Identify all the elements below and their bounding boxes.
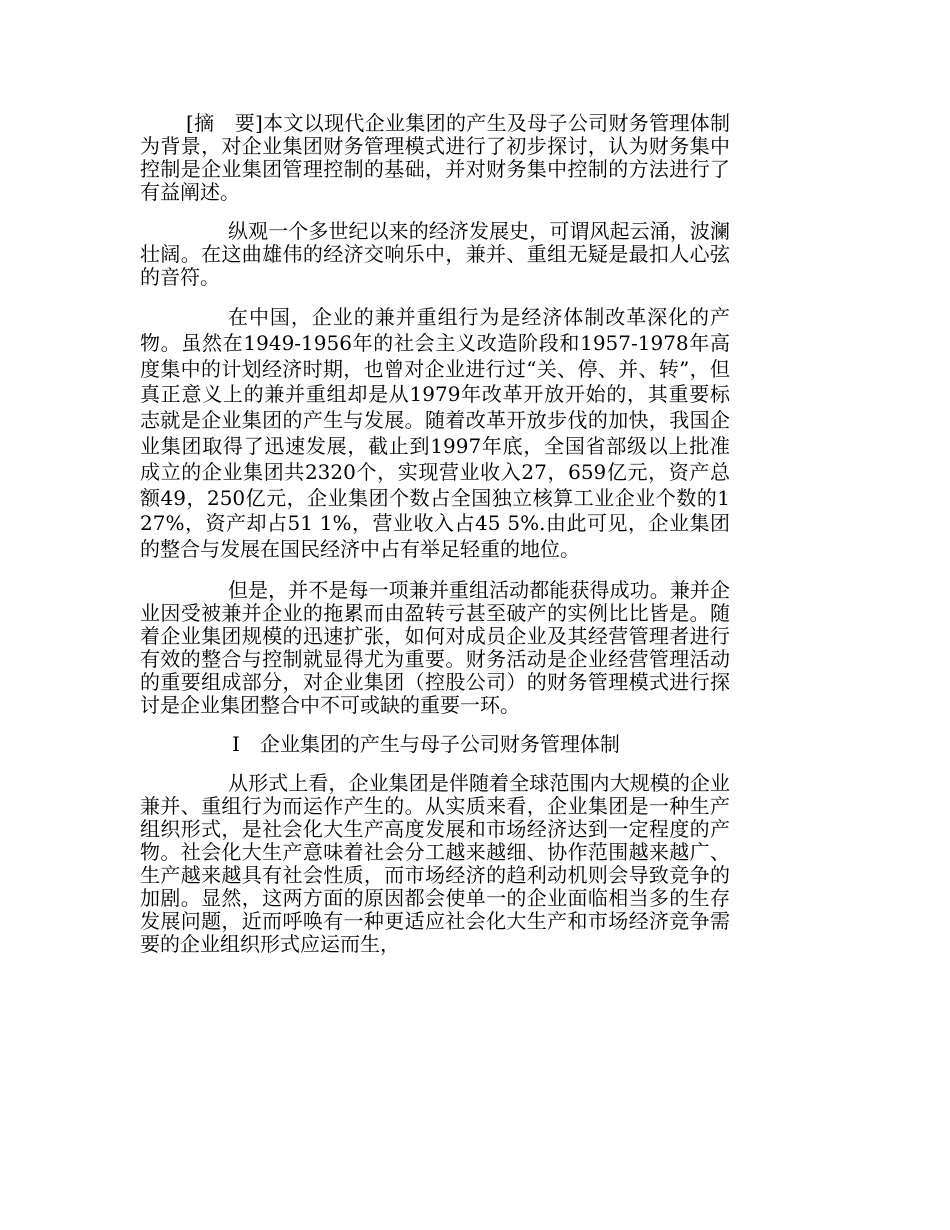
paragraph-gap — [140, 204, 730, 220]
paragraph-gap — [140, 563, 730, 579]
body-paragraph-3: 但是，并不是每一项兼并重组活动都能获得成功。兼并企业因受被兼并企业的拖累而由盈转亏甚至破产的实例比比皆是。随着企业集团规模的迅速扩张，如何对成员企业及其经营管理者进行有效的整合与控制就显得尤为重要。财务活动是企业经营管理活动的重要组成部分，对企业集团（控股公司）的财务管理模式进行探讨是企业集团整合中不可或缺的重要一环。 — [140, 577, 730, 717]
document-page — [140, 112, 730, 956]
section-heading: Ⅰ 企业集团的产生与母子公司财务管理体制 — [232, 731, 620, 756]
paragraph-gap — [140, 756, 730, 772]
paragraph-gap — [140, 289, 730, 305]
abstract-paragraph: [摘 要]本文以现代企业集团的产生及母子公司财务管理体制为背景，对企业集团财务管理模式进行了初步探讨，认为财务集中控制是企业集团管理控制的基础，并对财务集中控制的方法进行了有益阐述。 — [140, 111, 730, 204]
body-paragraph-1: 纵观一个多世纪以来的经济发展史，可谓风起云涌，波澜壮阔。在这曲雄伟的经济交响乐中，兼并、重组无疑是最扣人心弦的音符。 — [140, 219, 730, 289]
paragraph-gap — [140, 717, 730, 733]
body-paragraph-2: 在中国，企业的兼并重组行为是经济体制改革深化的产物。虽然在1949-1956年的社会主义改造阶段和1957-1978年高度集中的计划经济时期，也曾对企业进行过“关、停、并、转”，但真正意义上的兼并重组却是从1979年改革开放开始的，其重要标志就是企业集团的产生与发展。随着改革开放步伐的加快，我国企业集团取得了迅速发展，截止到1997年底，全国省部级以上批准成立的企业集团共2320个，实现营业收入27，659亿元，资产总额49，250亿元，企业集团个数占全国独立核算工业企业个数的1 27%，资产却占51 1%，营业收入占45 5%.由此可见，企业集团的整合与发展在国民经济中占有举足轻重的地位。 — [140, 305, 730, 562]
section-paragraph: 从形式上看，企业集团是伴随着全球范围内大规模的企业兼并、重组行为而运作产生的。从实质来看，企业集团是一种生产组织形式，是社会化大生产高度发展和市场经济达到一定程度的产物。社会化大生产意味着社会分工越来越细、协作范围越来越广、生产越来越具有社会性质，而市场经济的趋利动机则会导致竞争的加剧。显然，这两方面的原因都会使单一的企业面临相当多的生存发展问题，近而呼唤有一种更适应社会化大生产和市场经济竞争需要的企业组织形式应运而生， — [140, 770, 730, 956]
